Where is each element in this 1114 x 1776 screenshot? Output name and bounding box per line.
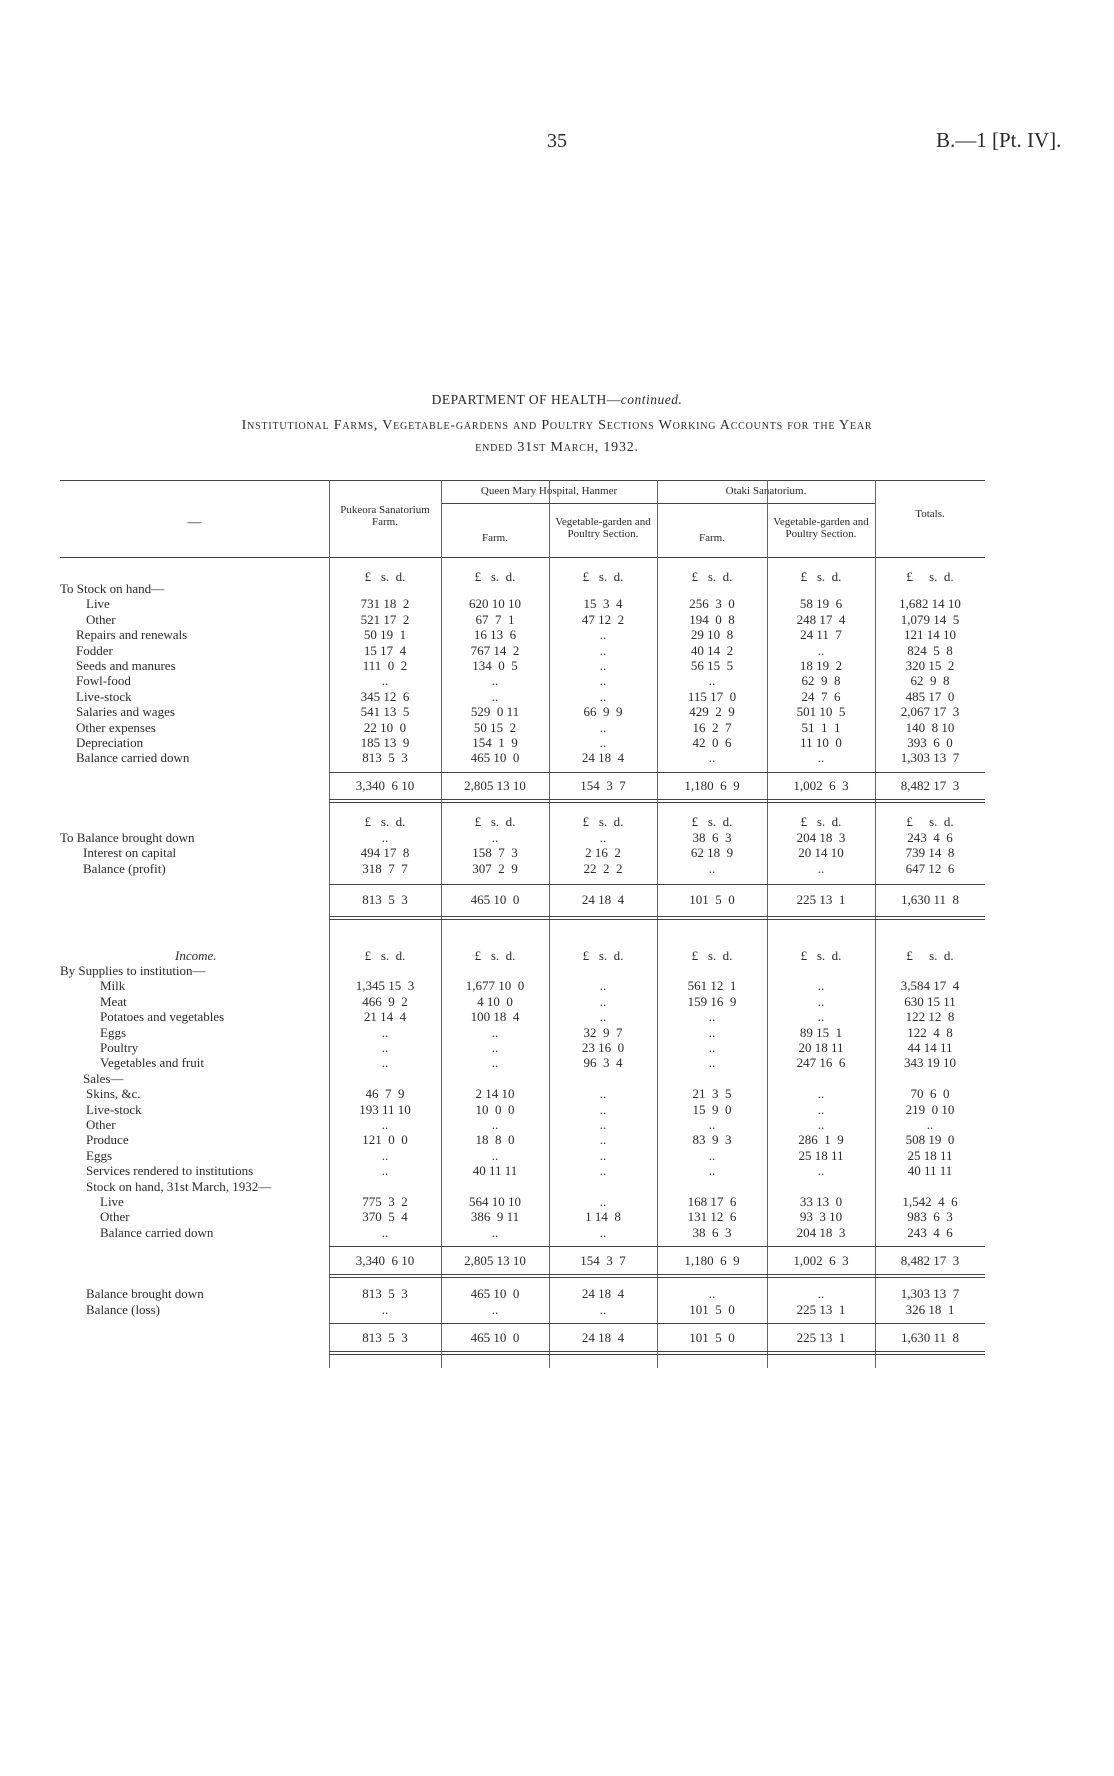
amount-cell: 159 16 9 bbox=[687, 993, 737, 1009]
amount-cell: 16 2 7 bbox=[692, 719, 732, 735]
amount-cell: 256 3 0 bbox=[689, 596, 735, 612]
amount-cell: .. bbox=[708, 1117, 716, 1132]
amount-cell: 521 17 2 bbox=[360, 611, 410, 627]
amount-cell: 1,180 6 9 bbox=[684, 777, 740, 793]
amount-cell: .. bbox=[817, 1009, 825, 1025]
money-heading: £ s. d. bbox=[474, 569, 516, 584]
header-otaki: Otaki Sanatorium. bbox=[725, 485, 807, 497]
amount-cell: 21 14 4 bbox=[363, 1009, 407, 1025]
money-heading: £ s. d. bbox=[800, 814, 842, 829]
amount-cell: 345 12 6 bbox=[360, 688, 410, 704]
money-heading: £ s. d. bbox=[906, 814, 954, 829]
amount-cell: 50 19 1 bbox=[363, 627, 407, 643]
amount-cell: .. bbox=[381, 1224, 389, 1240]
amount-cell: 243 4 6 bbox=[907, 1224, 953, 1240]
amount-cell: 8,482 17 3 bbox=[900, 777, 960, 793]
amount-cell: 1,002 6 3 bbox=[793, 777, 849, 793]
amount-cell: 20 18 11 bbox=[798, 1040, 844, 1055]
amount-cell: 813 5 3 bbox=[362, 892, 408, 908]
header-rule-otaki bbox=[657, 503, 875, 504]
document-reference: B.—1 [Pt. IV]. bbox=[936, 128, 1062, 152]
amount-cell: 1 14 8 bbox=[585, 1209, 621, 1225]
amount-cell: 25 18 11 bbox=[798, 1147, 844, 1163]
amount-cell: .. bbox=[817, 1117, 825, 1132]
amount-cell: 343 19 10 bbox=[904, 1055, 956, 1071]
amount-cell: 20 14 10 bbox=[798, 845, 844, 861]
amount-cell: 44 14 11 bbox=[907, 1040, 953, 1055]
amount-cell: .. bbox=[381, 673, 389, 689]
amount-cell: 24 18 4 bbox=[581, 892, 625, 908]
amount-cell: .. bbox=[599, 1132, 607, 1148]
amount-cell: .. bbox=[491, 1040, 499, 1055]
amount-cell: .. bbox=[708, 1163, 716, 1179]
row-label: To Balance brought down bbox=[60, 830, 195, 845]
amount-cell: .. bbox=[708, 1040, 716, 1055]
amount-cell: 465 10 0 bbox=[470, 1330, 520, 1345]
amount-cell: .. bbox=[817, 860, 825, 876]
amount-cell: 2 16 2 bbox=[585, 845, 621, 861]
amount-cell: .. bbox=[381, 1024, 389, 1040]
amount-cell: 318 7 7 bbox=[362, 860, 408, 876]
amount-cell: 42 0 6 bbox=[692, 735, 732, 750]
total-double-rule bbox=[329, 916, 985, 920]
amount-cell: .. bbox=[599, 1163, 607, 1179]
amount-cell: .. bbox=[491, 688, 499, 704]
amount-cell: 204 18 3 bbox=[796, 1224, 846, 1240]
amount-cell: .. bbox=[926, 1117, 934, 1132]
amount-cell: 465 10 0 bbox=[470, 750, 520, 766]
money-heading: £ s. d. bbox=[582, 948, 624, 963]
amount-cell: 564 10 10 bbox=[469, 1194, 521, 1209]
amount-cell: 15 9 0 bbox=[692, 1101, 732, 1117]
money-heading: £ s. d. bbox=[582, 814, 624, 829]
amount-cell: .. bbox=[817, 1101, 825, 1117]
amount-cell: 1,002 6 3 bbox=[793, 1253, 849, 1269]
row-label: Other bbox=[86, 611, 116, 627]
amount-cell: 1,180 6 9 bbox=[684, 1253, 740, 1269]
amount-cell: 29 10 8 bbox=[690, 627, 734, 643]
header-ot-farm: Farm. bbox=[699, 532, 725, 544]
amount-cell: 158 7 3 bbox=[472, 845, 518, 861]
amount-cell: 101 5 0 bbox=[689, 892, 735, 908]
amount-cell: 647 12 6 bbox=[905, 860, 955, 876]
row-label: Milk bbox=[100, 978, 126, 994]
amount-cell: 154 3 7 bbox=[580, 1253, 626, 1269]
amount-cell: 1,630 11 8 bbox=[900, 1330, 960, 1345]
amount-cell: .. bbox=[708, 1009, 716, 1025]
row-label: Other expenses bbox=[76, 719, 156, 735]
amount-cell: 47 12 2 bbox=[581, 611, 625, 627]
amount-cell: 731 18 2 bbox=[360, 596, 410, 612]
amount-cell: 24 11 7 bbox=[800, 627, 842, 643]
amount-cell: .. bbox=[491, 1224, 499, 1240]
amount-cell: 11 10 0 bbox=[800, 735, 842, 750]
header-bottom-rule bbox=[60, 557, 985, 558]
amount-cell: 1,079 14 5 bbox=[900, 611, 960, 627]
row-label: Live-stock bbox=[86, 1101, 142, 1117]
money-heading: £ s. d. bbox=[906, 569, 954, 584]
amount-cell: 2,067 17 3 bbox=[900, 704, 960, 720]
amount-cell: 4 10 0 bbox=[477, 993, 513, 1009]
amount-cell: 18 8 0 bbox=[475, 1132, 515, 1148]
amount-cell: 393 6 0 bbox=[907, 735, 953, 750]
row-label: Eggs bbox=[100, 1024, 126, 1040]
row-label: Live-stock bbox=[76, 688, 132, 704]
amount-cell: 739 14 8 bbox=[905, 845, 955, 861]
department-name: DEPARTMENT OF HEALTH— bbox=[431, 392, 621, 407]
amount-cell: .. bbox=[599, 719, 607, 735]
money-heading: £ s. d. bbox=[582, 569, 624, 584]
amount-cell: 813 5 3 bbox=[362, 1330, 408, 1345]
amount-cell: .. bbox=[708, 1024, 716, 1040]
amount-cell: .. bbox=[599, 1147, 607, 1163]
amount-cell: .. bbox=[599, 627, 607, 643]
amount-cell: 1,345 15 3 bbox=[355, 978, 415, 994]
row-label: Skins, &c. bbox=[86, 1086, 141, 1102]
amount-cell: 501 10 5 bbox=[796, 704, 846, 720]
amount-cell: 62 9 8 bbox=[910, 673, 950, 689]
amount-cell: .. bbox=[599, 1301, 607, 1317]
amount-cell: .. bbox=[491, 673, 499, 689]
header-pukeora: Pukeora Sanatorium Farm. bbox=[340, 504, 430, 528]
row-label: Eggs bbox=[86, 1147, 112, 1163]
money-heading: £ s. d. bbox=[906, 948, 954, 963]
amount-cell: 122 12 8 bbox=[905, 1009, 955, 1025]
amount-cell: 100 18 4 bbox=[470, 1009, 520, 1025]
amount-cell: 1,542 4 6 bbox=[902, 1194, 958, 1209]
row-label: Produce bbox=[86, 1132, 129, 1148]
amount-cell: .. bbox=[599, 642, 607, 658]
amount-cell: 83 9 3 bbox=[692, 1132, 732, 1148]
amount-cell: .. bbox=[491, 1147, 499, 1163]
amount-cell: 465 10 0 bbox=[470, 1286, 520, 1302]
amount-cell: 466 9 2 bbox=[362, 993, 408, 1009]
row-label: Balance (loss) bbox=[86, 1301, 161, 1317]
amount-cell: .. bbox=[599, 830, 607, 845]
amount-cell: 51 1 1 bbox=[801, 719, 841, 735]
table-title-line-2: ended 31st March, 1932. bbox=[475, 440, 639, 455]
money-heading: £ s. d. bbox=[364, 948, 406, 963]
amount-cell: 620 10 10 bbox=[469, 596, 521, 612]
row-label: Repairs and renewals bbox=[76, 627, 188, 643]
amount-cell: 247 16 6 bbox=[796, 1055, 846, 1071]
amount-cell: 67 7 1 bbox=[475, 611, 515, 627]
amount-cell: .. bbox=[817, 1163, 825, 1179]
amount-cell: 813 5 3 bbox=[362, 1286, 408, 1302]
amount-cell: 3,340 6 10 bbox=[355, 1253, 415, 1269]
amount-cell: 2,805 13 10 bbox=[464, 777, 526, 793]
amount-cell: 33 13 0 bbox=[799, 1194, 843, 1209]
amount-cell: 22 10 0 bbox=[363, 719, 407, 735]
money-heading: £ s. d. bbox=[474, 948, 516, 963]
amount-cell: 824 5 8 bbox=[907, 642, 953, 658]
amount-cell: 115 17 0 bbox=[687, 688, 737, 704]
amount-cell: 1,682 14 10 bbox=[899, 596, 961, 612]
amount-cell: 15 17 4 bbox=[363, 642, 407, 658]
amount-cell: 24 7 6 bbox=[801, 688, 841, 704]
header-ot-veg: Vegetable-garden and Poultry Section. bbox=[773, 516, 869, 540]
money-heading: £ s. d. bbox=[691, 569, 733, 584]
amount-cell: 32 9 7 bbox=[583, 1024, 623, 1040]
amount-cell: 18 19 2 bbox=[799, 658, 843, 673]
amount-cell: 40 14 2 bbox=[690, 642, 734, 658]
amount-cell: .. bbox=[599, 1117, 607, 1132]
row-label: Balance carried down bbox=[100, 1224, 214, 1240]
amount-cell: 46 7 9 bbox=[365, 1086, 405, 1102]
amount-cell: .. bbox=[599, 978, 607, 994]
amount-cell: 15 3 4 bbox=[583, 596, 623, 612]
money-heading: £ s. d. bbox=[474, 814, 516, 829]
amount-cell: .. bbox=[381, 1055, 389, 1071]
row-label: Other bbox=[86, 1117, 116, 1132]
total-double-rule bbox=[329, 1274, 985, 1278]
amount-cell: 1,303 13 7 bbox=[900, 1286, 960, 1302]
amount-cell: 24 18 4 bbox=[581, 1330, 625, 1345]
amount-cell: 185 13 9 bbox=[360, 735, 410, 750]
amount-cell: 24 18 4 bbox=[581, 750, 625, 766]
row-label: Potatoes and vegetables bbox=[100, 1009, 225, 1025]
header-dash: — bbox=[187, 515, 202, 530]
amount-cell: 320 15 2 bbox=[905, 658, 955, 673]
money-heading: £ s. d. bbox=[364, 814, 406, 829]
amount-cell: 485 17 0 bbox=[905, 688, 955, 704]
amount-cell: 50 15 2 bbox=[473, 719, 517, 735]
amount-cell: .. bbox=[817, 978, 825, 994]
amount-cell: .. bbox=[599, 673, 607, 689]
amount-cell: 111 0 2 bbox=[362, 658, 408, 673]
amount-cell: 16 13 6 bbox=[473, 627, 517, 643]
amount-cell: .. bbox=[817, 750, 825, 766]
row-label: By Supplies to institution— bbox=[60, 963, 206, 978]
amount-cell: .. bbox=[817, 642, 825, 658]
row-label: Depreciation bbox=[76, 735, 144, 750]
amount-cell: .. bbox=[381, 1301, 389, 1317]
amount-cell: 96 3 4 bbox=[583, 1055, 623, 1071]
amount-cell: 122 4 8 bbox=[907, 1024, 953, 1040]
row-label: Live bbox=[100, 1194, 124, 1209]
amount-cell: 101 5 0 bbox=[689, 1301, 735, 1317]
amount-cell: 193 11 10 bbox=[359, 1101, 411, 1117]
amount-cell: 983 6 3 bbox=[907, 1209, 953, 1225]
amount-cell: .. bbox=[599, 735, 607, 750]
amount-cell: .. bbox=[491, 1301, 499, 1317]
row-label: Interest on capital bbox=[83, 845, 177, 861]
department-heading bbox=[0, 392, 1114, 408]
amount-cell: 56 15 5 bbox=[690, 658, 734, 673]
row-label: Salaries and wages bbox=[76, 704, 175, 720]
row-label: Meat bbox=[100, 993, 127, 1009]
subtotal-rule bbox=[329, 772, 985, 773]
amount-cell: 40 11 11 bbox=[907, 1163, 953, 1179]
amount-cell: 66 9 9 bbox=[583, 704, 623, 720]
row-label: Fodder bbox=[76, 642, 113, 658]
amount-cell: .. bbox=[708, 1286, 716, 1302]
amount-cell: 775 3 2 bbox=[362, 1194, 408, 1209]
amount-cell: 25 18 11 bbox=[907, 1147, 953, 1163]
amount-cell: 38 6 3 bbox=[692, 1224, 732, 1240]
income-heading: Income. bbox=[175, 948, 217, 963]
table-title-line-1: Institutional Farms, Vegetable-gardens and Poultry Sections Working Accounts for the Year bbox=[241, 418, 873, 433]
amount-cell: 101 5 0 bbox=[689, 1330, 735, 1345]
amount-cell: 24 18 4 bbox=[581, 1286, 625, 1302]
amount-cell: .. bbox=[708, 1147, 716, 1163]
row-label: Other bbox=[100, 1209, 130, 1225]
amount-cell: 529 0 11 bbox=[470, 704, 520, 720]
amount-cell: 2,805 13 10 bbox=[464, 1253, 526, 1269]
amount-cell: 326 18 1 bbox=[905, 1301, 955, 1317]
amount-cell: 219 0 10 bbox=[905, 1101, 955, 1117]
row-label: Seeds and manures bbox=[76, 658, 176, 673]
amount-cell: 134 0 5 bbox=[472, 658, 518, 673]
amount-cell: .. bbox=[599, 688, 607, 704]
subtotal-rule bbox=[329, 1246, 985, 1247]
row-label: Poultry bbox=[100, 1040, 139, 1055]
amount-cell: .. bbox=[817, 993, 825, 1009]
amount-cell: 243 4 6 bbox=[907, 830, 953, 845]
amount-cell: .. bbox=[381, 830, 389, 845]
header-totals: Totals. bbox=[915, 508, 945, 520]
amount-cell: 89 15 1 bbox=[799, 1024, 843, 1040]
amount-cell: 370 5 4 bbox=[362, 1209, 408, 1225]
money-heading: £ s. d. bbox=[800, 569, 842, 584]
amount-cell: .. bbox=[599, 1086, 607, 1102]
amount-cell: .. bbox=[381, 1117, 389, 1132]
amount-cell: .. bbox=[491, 1024, 499, 1040]
row-label: Stock on hand, 31st March, 1932— bbox=[86, 1178, 272, 1194]
page-number: 35 bbox=[547, 130, 567, 152]
amount-cell: .. bbox=[817, 1286, 825, 1302]
amount-cell: 8,482 17 3 bbox=[900, 1253, 960, 1269]
amount-cell: 225 13 1 bbox=[796, 1330, 846, 1345]
row-label: Fowl-food bbox=[76, 673, 131, 689]
amount-cell: 561 12 1 bbox=[687, 978, 737, 994]
amount-cell: 541 13 5 bbox=[360, 704, 410, 720]
amount-cell: .. bbox=[708, 860, 716, 876]
amount-cell: 70 6 0 bbox=[910, 1086, 950, 1102]
amount-cell: 23 16 0 bbox=[581, 1040, 625, 1055]
amount-cell: 508 19 0 bbox=[905, 1132, 955, 1148]
table-top-rule bbox=[60, 480, 985, 481]
amount-cell: 225 13 1 bbox=[796, 892, 846, 908]
row-label: Vegetables and fruit bbox=[100, 1055, 204, 1071]
money-heading: £ s. d. bbox=[691, 814, 733, 829]
amount-cell: 121 14 10 bbox=[904, 627, 956, 643]
row-label: Balance (profit) bbox=[83, 860, 166, 876]
amount-cell: .. bbox=[708, 1055, 716, 1071]
amount-cell: 140 8 10 bbox=[905, 719, 955, 735]
amount-cell: 58 19 6 bbox=[799, 596, 843, 612]
amount-cell: 62 9 8 bbox=[801, 673, 841, 689]
amount-cell: 225 13 1 bbox=[796, 1301, 846, 1317]
row-label: Balance carried down bbox=[76, 750, 190, 766]
subtotal-rule bbox=[329, 1323, 985, 1324]
amount-cell: .. bbox=[599, 658, 607, 673]
amount-cell: 121 0 0 bbox=[362, 1132, 408, 1148]
total-double-rule bbox=[329, 799, 985, 803]
amount-cell: 1,303 13 7 bbox=[900, 750, 960, 766]
money-heading: £ s. d. bbox=[800, 948, 842, 963]
row-label: Services rendered to institutions bbox=[86, 1163, 254, 1179]
money-heading: £ s. d. bbox=[691, 948, 733, 963]
amount-cell: 286 1 9 bbox=[798, 1132, 844, 1148]
amount-cell: 767 14 2 bbox=[470, 642, 520, 658]
amount-cell: 131 12 6 bbox=[687, 1209, 737, 1225]
amount-cell: 194 0 8 bbox=[689, 611, 735, 627]
header-qm-farm: Farm. bbox=[482, 532, 508, 544]
amount-cell: 630 15 11 bbox=[904, 993, 956, 1009]
amount-cell: .. bbox=[599, 993, 607, 1009]
subtotal-rule bbox=[329, 884, 985, 885]
amount-cell: 40 11 11 bbox=[472, 1163, 518, 1179]
amount-cell: .. bbox=[599, 1194, 607, 1209]
row-label: Balance brought down bbox=[86, 1286, 204, 1302]
amount-cell: 21 3 5 bbox=[692, 1086, 732, 1102]
amount-cell: .. bbox=[491, 830, 499, 845]
amount-cell: .. bbox=[381, 1147, 389, 1163]
amount-cell: 10 0 0 bbox=[475, 1101, 515, 1117]
row-label: Sales— bbox=[83, 1070, 124, 1086]
amount-cell: 204 18 3 bbox=[796, 830, 846, 845]
amount-cell: 1,630 11 8 bbox=[900, 892, 960, 908]
amount-cell: 154 3 7 bbox=[580, 777, 626, 793]
amount-cell: 813 5 3 bbox=[362, 750, 408, 766]
amount-cell: .. bbox=[708, 750, 716, 766]
amount-cell: 168 17 6 bbox=[687, 1194, 737, 1209]
amount-cell: 3,584 17 4 bbox=[900, 978, 960, 994]
amount-cell: 2 14 10 bbox=[475, 1086, 515, 1102]
amount-cell: 3,340 6 10 bbox=[355, 777, 415, 793]
final-double-rule bbox=[329, 1351, 985, 1355]
amount-cell: 386 9 11 bbox=[470, 1209, 520, 1225]
amount-cell: .. bbox=[708, 673, 716, 689]
amount-cell: 429 2 9 bbox=[689, 704, 735, 720]
row-label: Live bbox=[86, 596, 110, 612]
header-qm-veg: Vegetable-garden and Poultry Section. bbox=[555, 516, 651, 540]
amount-cell: 307 2 9 bbox=[472, 860, 518, 876]
amount-cell: .. bbox=[381, 1163, 389, 1179]
amount-cell: .. bbox=[817, 1086, 825, 1102]
header-queen-mary: Queen Mary Hospital, Hanmer bbox=[480, 485, 618, 497]
amount-cell: 38 6 3 bbox=[692, 830, 732, 845]
amount-cell: .. bbox=[599, 1101, 607, 1117]
amount-cell: 248 17 4 bbox=[796, 611, 846, 627]
amount-cell: 62 18 9 bbox=[690, 845, 734, 861]
amount-cell: .. bbox=[381, 1040, 389, 1055]
amount-cell: 22 2 2 bbox=[583, 860, 623, 876]
amount-cell: 465 10 0 bbox=[470, 892, 520, 908]
amount-cell: 93 3 10 bbox=[799, 1209, 843, 1225]
money-heading: £ s. d. bbox=[364, 569, 406, 584]
amount-cell: 1,677 10 0 bbox=[465, 978, 525, 994]
amount-cell: .. bbox=[491, 1117, 499, 1132]
row-label: To Stock on hand— bbox=[60, 581, 165, 596]
amount-cell: 494 17 8 bbox=[360, 845, 410, 861]
amount-cell: .. bbox=[491, 1055, 499, 1071]
continued-label: continued. bbox=[620, 392, 683, 407]
amount-cell: .. bbox=[599, 1009, 607, 1025]
amount-cell: .. bbox=[599, 1224, 607, 1240]
amount-cell: 154 1 9 bbox=[472, 735, 518, 750]
